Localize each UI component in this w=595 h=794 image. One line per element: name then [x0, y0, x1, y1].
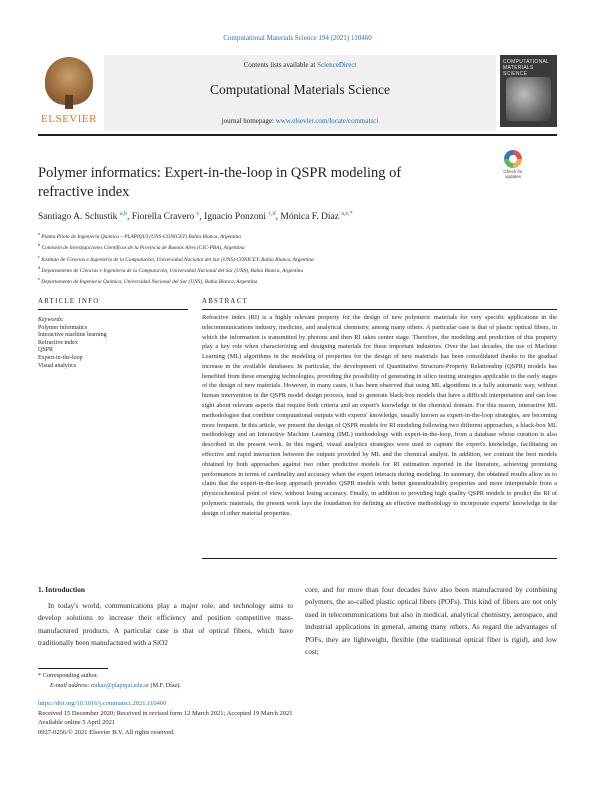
- article-metadata: [38, 699, 557, 737]
- email-label: E-mail address:: [50, 681, 92, 689]
- check-updates-text: [500, 169, 526, 179]
- affiliation-mark: d: [38, 265, 41, 271]
- author-separator: ,: [275, 212, 281, 223]
- journal-header: [38, 55, 557, 131]
- journal-banner: [104, 55, 496, 131]
- email-line: [38, 681, 557, 691]
- keywords-block: [38, 317, 188, 370]
- homepage-prefix: journal homepage:: [221, 117, 276, 125]
- author-name[interactable]: Fiorella Cravero: [131, 212, 195, 223]
- abstract-end-divider: [202, 558, 557, 559]
- author-name[interactable]: Mónica F. Díaz: [280, 212, 339, 223]
- copyright: 0927-0256/© 2021 Elsevier B.V. All rights reserved.: [38, 728, 175, 736]
- affiliation-item: [38, 241, 557, 252]
- keyword-item: Interactive machine learning: [38, 332, 107, 339]
- affiliation-item: [38, 253, 557, 264]
- affiliation-item: [38, 275, 557, 286]
- affiliation-text: Comisión de Investigaciones Científicas de la Provincia de Buenos Aires (CIC-PBA), Argentina: [41, 245, 245, 252]
- article-info-divider: [38, 309, 188, 310]
- keyword-item: Visual analytics: [38, 362, 77, 369]
- email-suffix: (M.F. Díaz).: [148, 681, 181, 689]
- check-text-line-2: updates: [504, 174, 521, 179]
- author-name[interactable]: Santiago A. Schustik: [38, 212, 118, 223]
- affiliation-text: Departamento de Ingeniería Química, Universidad Nacional del Sur (UNS), Bahía Blanca, Argentina: [41, 279, 258, 286]
- elsevier-logo[interactable]: [38, 55, 100, 127]
- footnote-divider: [38, 668, 108, 669]
- author-separator: ,: [126, 212, 132, 223]
- sciencedirect-link[interactable]: ScienceDirect: [317, 61, 357, 69]
- keyword-item: Polymer informatics: [38, 324, 88, 331]
- abstract-text: Refractive index (RI) is a highly relevant property for the design of new polymeric materials for very specific applications in the telecommunications industry, medicine, and analytical chemistry, among many others. A particular case is that of plastic optical fibers, in which the information is transmitted by photons and then RI takes center stage. Therefore, the modeling and prediction of this property play a key role when characterizing and designing materials for these important industries. Over the last decades, the use of Machine Learning (ML) algorithms in the modeling of properties for the design of new materials has been consolidated thanks to the gradual increase in the available databases. In particular, the development of Quantitative Structure-Property Relationship (QSPR) models has benefited from these emerging technologies, providing the possibility of generating in silico testing strategies applicable to the early stages of the design of new materials. However, in many cases, it has been observed that using ML algorithms in a fully automatic way, without human intervention in the QSPR model design process, tend to generate black-box models that have a difficult interpretation and can lose sight about relevant aspects that require both criteria and an expert's knowledge in the chemical domain. For this reason, interactive ML methodologies that combine computational outputs with experts' knowledge, usually known as expert-in-the-loop strategies, are becoming more frequent. In this article, we present the design of QSPR models for RI modeling following two different approaches, a black-box ML methodology and an Interactive Machine Learning (IML) methodology with expert-in-the-loop, from a database whose curation is also described in the present work. In this regard, visual analytics strategies were used to capture the expert's knowledge, facilitating an effective and rapid interaction between the outputs provided by ML and the chemical analyst. In addition, we contrast the best models obtained by both approaches against two other predictive models for RI estimation reported in the literature, achieving promising performances in terms of cardinality and accuracy when the expert interacts during modeling. In summary, the obtained results allow us to claim that the expert-in-the-loop approach provides QSPR models with better generalizability properties and more interpretable from a physicochemical point of view, without losing accuracy. Finally, in addition to providing high quality QSPR models to predict the RI of polymeric materials, the present work lays the foundation for defining an effective methodology to incorporate experts' knowledge in the design of other material properties.: [202, 314, 557, 517]
- affiliation-mark: e: [38, 276, 40, 282]
- keyword-item: Refractive index: [38, 339, 78, 346]
- keyword-item: Expert-in-the-loop: [38, 354, 83, 361]
- affiliation-text: Planta Piloto de Ingeniería Química – PLAPIQUI (UNS-CONICET) Bahía Blanca, Argentina: [41, 233, 241, 240]
- author-affiliation-marks[interactable]: a,b: [119, 211, 127, 217]
- elsevier-wordmark: ELSEVIER: [41, 113, 97, 125]
- cover-title: COMPUTATIONAL MATERIALS SCIENCE: [503, 59, 550, 77]
- affiliation-text: Instituto de Ciencias e Ingeniería de la Computación, Universidad Nacional del Sur (UNS)-CONICET, Bahía Blanca, Argentina: [41, 256, 314, 263]
- body-text-right-column: core, and for more than four decades have also been manufactured by combining polymers, the so-called plastic optical fibers (POFs). This kind of fibers are not only used in telecommunications but also in medical, analytical chemistry, aerospace, and industrial applications in general, among many others. As regard the advantages of POFs, they are lightweight, flexible (the traditional optical fiber is rigid), and low cost;: [305, 585, 557, 657]
- section-heading-introduction: 1. Introduction: [38, 585, 85, 594]
- keyword-item: QSPR: [38, 347, 54, 354]
- check-text-line-1: Check for: [503, 169, 523, 174]
- email-link[interactable]: mdiaz@plapiqui.edu.ar: [91, 681, 149, 689]
- crossmark-icon: [504, 150, 522, 168]
- available-online: Available online 5 April 2021: [38, 719, 116, 727]
- affiliation-text: Departamento de Ciencias e Ingeniería de la Computación, Universidad Nacional del Sur (UNS), Bahía Blanca, Argentina: [41, 267, 304, 274]
- contents-prefix: Contents lists available at: [243, 61, 318, 69]
- journal-title[interactable]: Computational Materials Science: [210, 82, 390, 97]
- journal-homepage: [104, 117, 496, 125]
- affiliation-mark: b: [38, 242, 41, 248]
- corresponding-author-note: * Corresponding author.: [38, 672, 98, 679]
- header-divider: [38, 134, 557, 136]
- author-affiliation-marks[interactable]: c,d: [268, 211, 276, 217]
- tree-trunk: [65, 95, 73, 109]
- author-affiliation-marks[interactable]: a,e,*: [341, 211, 353, 217]
- contents-availability: [104, 61, 496, 69]
- author-name[interactable]: Ignacio Ponzoni: [204, 212, 267, 223]
- check-for-updates-badge[interactable]: [500, 150, 526, 180]
- body-text-left-column: In today's world, communications play a major role, and technology aims to develop solutions to increase their efficiency and position competitive mass-manufactured products. A particular case is that of optical fibers, which have traditionally been manufactured with a SiO2: [38, 601, 293, 648]
- footnote: [38, 671, 557, 690]
- author-affiliation-marks[interactable]: c: [196, 211, 200, 217]
- article-info-heading: ARTICLE INFO: [38, 298, 100, 305]
- homepage-link[interactable]: www.elsevier.com/locate/commatsci: [275, 117, 379, 125]
- affiliation-item: [38, 230, 557, 241]
- author-separator: ,: [199, 212, 205, 223]
- affiliation-item: [38, 264, 557, 275]
- doi-link[interactable]: https://doi.org/10.1016/j.commatsci.2021.110460: [38, 700, 167, 707]
- journal-cover-image[interactable]: [500, 55, 557, 127]
- keywords-label: Keywords:: [38, 317, 64, 323]
- affiliations: [38, 230, 557, 287]
- affiliation-mark: c: [38, 253, 40, 259]
- abstract-divider: [202, 309, 557, 310]
- journal-reference-link[interactable]: Computational Materials Science 194 (2021) 110460: [223, 34, 372, 42]
- cover-art: [506, 77, 551, 121]
- abstract-heading: ABSTRACT: [202, 298, 248, 305]
- received-dates: Received 15 December 2020; Received in revised form 12 March 2021; Accepted 19 March 2021: [38, 709, 293, 717]
- article-title: Polymer informatics: Expert-in-the-loop in QSPR modeling of refractive index: [38, 165, 402, 200]
- author-list: [38, 211, 557, 222]
- affiliation-mark: a: [38, 231, 40, 236]
